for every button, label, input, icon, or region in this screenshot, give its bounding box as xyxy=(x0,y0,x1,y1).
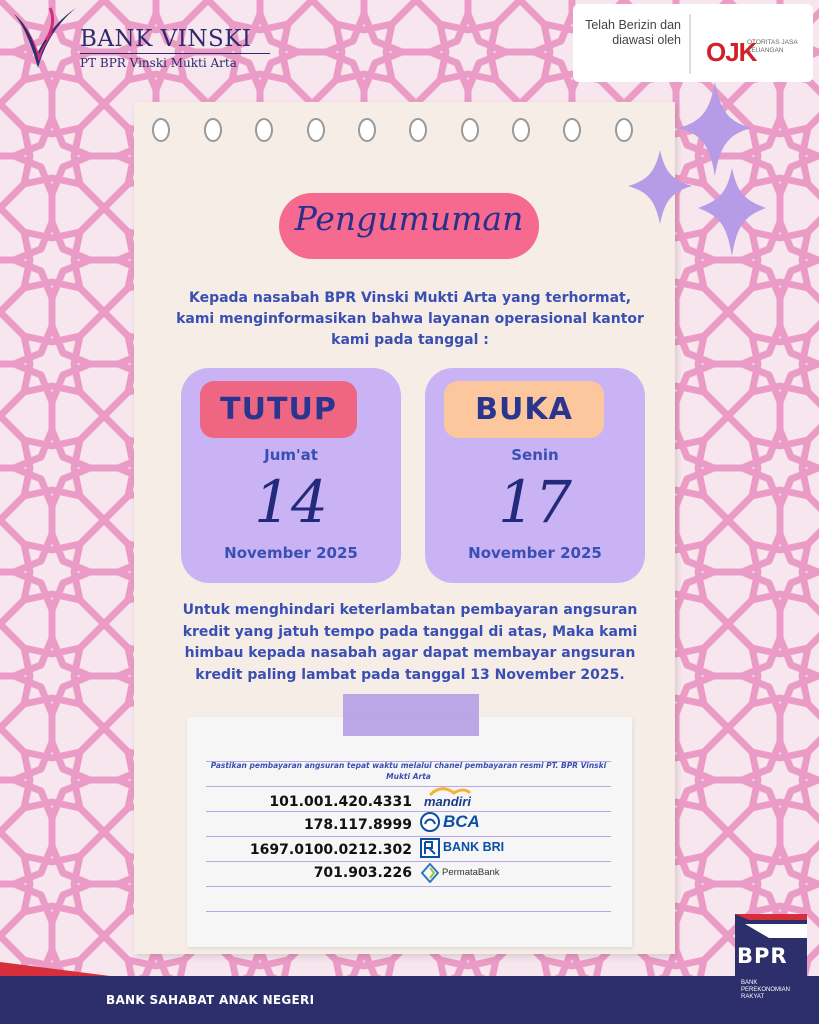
footer-accent-stripe xyxy=(0,962,110,976)
account-number-bca: 178.117.8999 xyxy=(303,817,412,833)
list-line xyxy=(206,811,611,812)
brand-divider xyxy=(80,53,270,54)
list-line xyxy=(206,861,611,862)
ojk-fullname: OTORITAS JASA KEUANGAN xyxy=(747,39,798,54)
bri-emblem-icon xyxy=(420,838,440,858)
mandiri-label: mandiri xyxy=(424,794,471,809)
bri-label: BANK BRI xyxy=(443,840,505,854)
ojk-divider xyxy=(689,14,691,74)
permata-label: PermataBank xyxy=(442,867,500,878)
closed-day: Jum'at xyxy=(264,446,318,464)
tape-strip xyxy=(343,694,479,736)
list-line xyxy=(206,911,611,912)
closed-card xyxy=(181,368,401,583)
closed-month: November 2025 xyxy=(224,544,358,562)
list-line xyxy=(206,786,611,787)
sparkle-star-icon xyxy=(620,80,770,270)
ojk-caption: Telah Berizin dan diawasi oleh xyxy=(585,18,681,47)
list-line xyxy=(206,886,611,887)
account-number-bri: 1697.0100.0212.302 xyxy=(249,842,412,858)
payment-channel-note: Pastikan pembayaran angsuran tepat waktu melalui chanel pembayaran resmi PT. BPR Vinski Mukti Arta xyxy=(210,761,607,781)
intro-text: Kepada nasabah BPR Vinski Mukti Arta yang terhormat, kami menginformasikan bahwa layanan operasional kantor kami pada tanggal : xyxy=(176,290,644,348)
brand-subtitle: PT BPR Vinski Mukti Arta xyxy=(80,56,237,70)
bca-label: BCA xyxy=(443,812,480,831)
bank-logo xyxy=(10,6,280,72)
binder-rings xyxy=(150,110,670,150)
bpr-flag-icon xyxy=(735,914,807,944)
bca-emblem-icon xyxy=(420,812,440,832)
ojk-logo-icon: OJK xyxy=(706,37,757,67)
open-label: BUKA xyxy=(444,381,604,438)
vinski-logo-icon xyxy=(10,6,78,72)
binder-holes-icon xyxy=(150,110,670,150)
bpr-subtitle: BANK PEREKONOMIAN RAKYAT xyxy=(741,980,791,1000)
footer-tagline: BANK SAHABAT ANAK NEGERI xyxy=(106,993,315,1007)
open-day: Senin xyxy=(511,446,559,464)
list-line xyxy=(206,836,611,837)
ojk-badge xyxy=(573,4,813,82)
brand-name: BANK VINSKI xyxy=(80,26,252,52)
bpr-logo-text: BPR xyxy=(737,944,788,968)
page-title: Pengumuman xyxy=(294,199,524,238)
closed-label: TUTUP xyxy=(200,381,357,438)
account-number-permata: 701.903.226 xyxy=(313,865,412,881)
open-card xyxy=(425,368,645,583)
permata-emblem-icon xyxy=(421,863,439,883)
open-month: November 2025 xyxy=(468,544,602,562)
payment-notice: Untuk menghindari keterlambatan pembayaran angsuran kredit yang jatuh tempo pada tanggal di atas, Maka kami himbau kepada nasabah agar dapat membayar angsuran kredit paling lambat pada tanggal 13 November 2025. xyxy=(182,602,638,683)
closed-date: 14 xyxy=(254,468,328,536)
account-number-mandiri: 101.001.420.4331 xyxy=(269,794,412,810)
open-date: 17 xyxy=(498,468,572,536)
bpr-logo-icon xyxy=(735,914,807,1024)
